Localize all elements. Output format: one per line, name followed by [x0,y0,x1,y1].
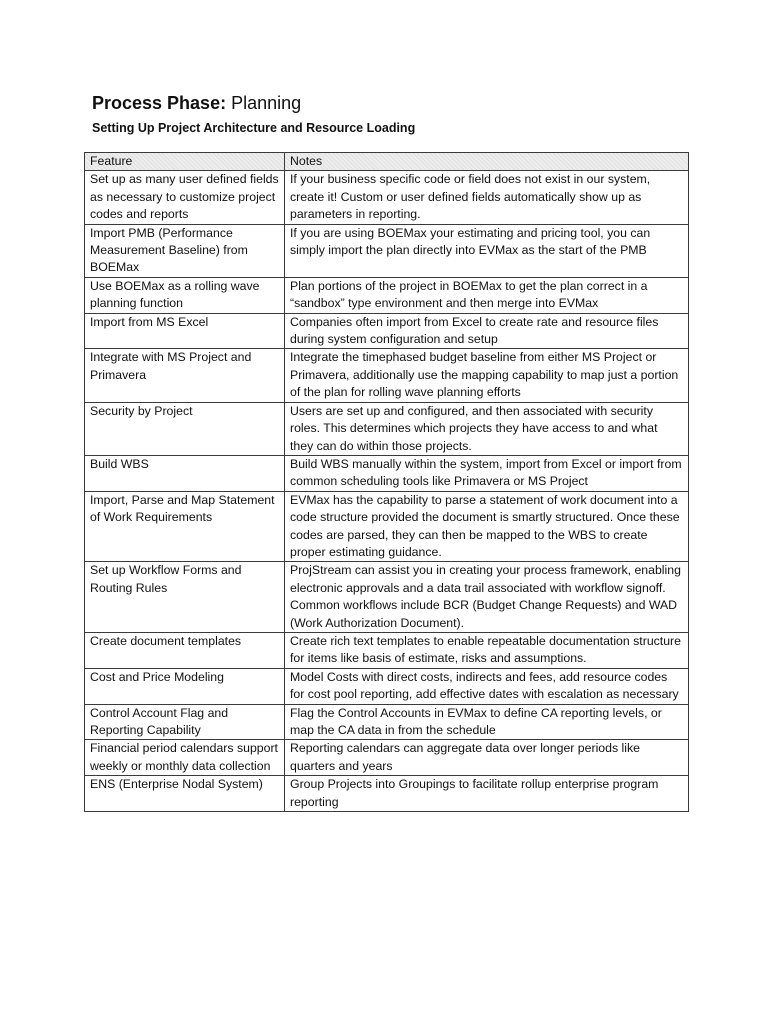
page-title [92,92,301,114]
notes-cell: If your business specific code or field does not exist in our system, create it! Custom or user defined fields automatically show up as parameters in reporting. [285,171,689,224]
title-label: Process Phase: [92,93,227,113]
table-row [85,171,689,224]
notes-cell: Users are set up and configured, and then associated with security roles. This determines which projects they have access to and what they can do within those projects. [285,402,689,455]
section-heading: Setting Up Project Architecture and Resource Loading [92,121,416,135]
table-row [85,455,689,491]
table-row [85,632,689,668]
notes-cell: EVMax has the capability to parse a statement of work document into a code structure provided the document is smartly structured. Once these codes are parsed, they can then be mapped to the WBS to create proper estimating guidance. [285,491,689,562]
notes-cell: If you are using BOEMax your estimating and pricing tool, you can simply import the plan directly into EVMax as the start of the PMB [285,224,689,277]
feature-cell: Set up Workflow Forms and Routing Rules [85,562,285,633]
table-row [85,349,689,402]
header-feature: Feature [85,153,285,171]
feature-cell: Control Account Flag and Reporting Capability [85,704,285,740]
notes-cell: Reporting calendars can aggregate data over longer periods like quarters and years [285,740,689,776]
table-row [85,402,689,455]
table-row [85,313,689,349]
table-row [85,562,689,633]
table-row [85,704,689,740]
header-notes: Notes [285,153,689,171]
feature-cell: Set up as many user defined fields as necessary to customize project codes and reports [85,171,285,224]
notes-cell: Integrate the timephased budget baseline from either MS Project or Primavera, additionally use the mapping capability to map just a portion of the plan for rolling wave planning efforts [285,349,689,402]
notes-cell: ProjStream can assist you in creating your process framework, enabling electronic approvals and a data trail associated with workflow signoff. Common workflows include BCR (Budget Change Requests) and WAD (Work Authorization Document). [285,562,689,633]
notes-cell: Plan portions of the project in BOEMax to get the plan correct in a “sandbox” type environment and then merge into EVMax [285,277,689,313]
table-row [85,277,689,313]
feature-cell: Cost and Price Modeling [85,668,285,704]
table-row [85,491,689,562]
feature-cell: Import from MS Excel [85,313,285,349]
feature-cell: Security by Project [85,402,285,455]
notes-cell: Group Projects into Groupings to facilitate rollup enterprise program reporting [285,776,689,812]
feature-cell: Import, Parse and Map Statement of Work Requirements [85,491,285,562]
notes-cell: Create rich text templates to enable repeatable documentation structure for items like basis of estimate, risks and assumptions. [285,632,689,668]
table-row [85,224,689,277]
table-header-row [85,153,689,171]
table-row [85,740,689,776]
title-value: Planning [231,93,302,113]
feature-notes-table [84,152,689,812]
notes-cell: Model Costs with direct costs, indirects and fees, add resource codes for cost pool reporting, add effective dates with escalation as necessary [285,668,689,704]
notes-cell: Build WBS manually within the system, import from Excel or import from common scheduling tools like Primavera or MS Project [285,455,689,491]
feature-cell: Use BOEMax as a rolling wave planning function [85,277,285,313]
notes-cell: Companies often import from Excel to create rate and resource files during system configuration and setup [285,313,689,349]
table-row [85,668,689,704]
feature-cell: Import PMB (Performance Measurement Baseline) from BOEMax [85,224,285,277]
feature-cell: Create document templates [85,632,285,668]
notes-cell: Flag the Control Accounts in EVMax to define CA reporting levels, or map the CA data in from the schedule [285,704,689,740]
feature-cell: ENS (Enterprise Nodal System) [85,776,285,812]
feature-cell: Build WBS [85,455,285,491]
table-row [85,776,689,812]
feature-cell: Integrate with MS Project and Primavera [85,349,285,402]
feature-cell: Financial period calendars support weekly or monthly data collection [85,740,285,776]
